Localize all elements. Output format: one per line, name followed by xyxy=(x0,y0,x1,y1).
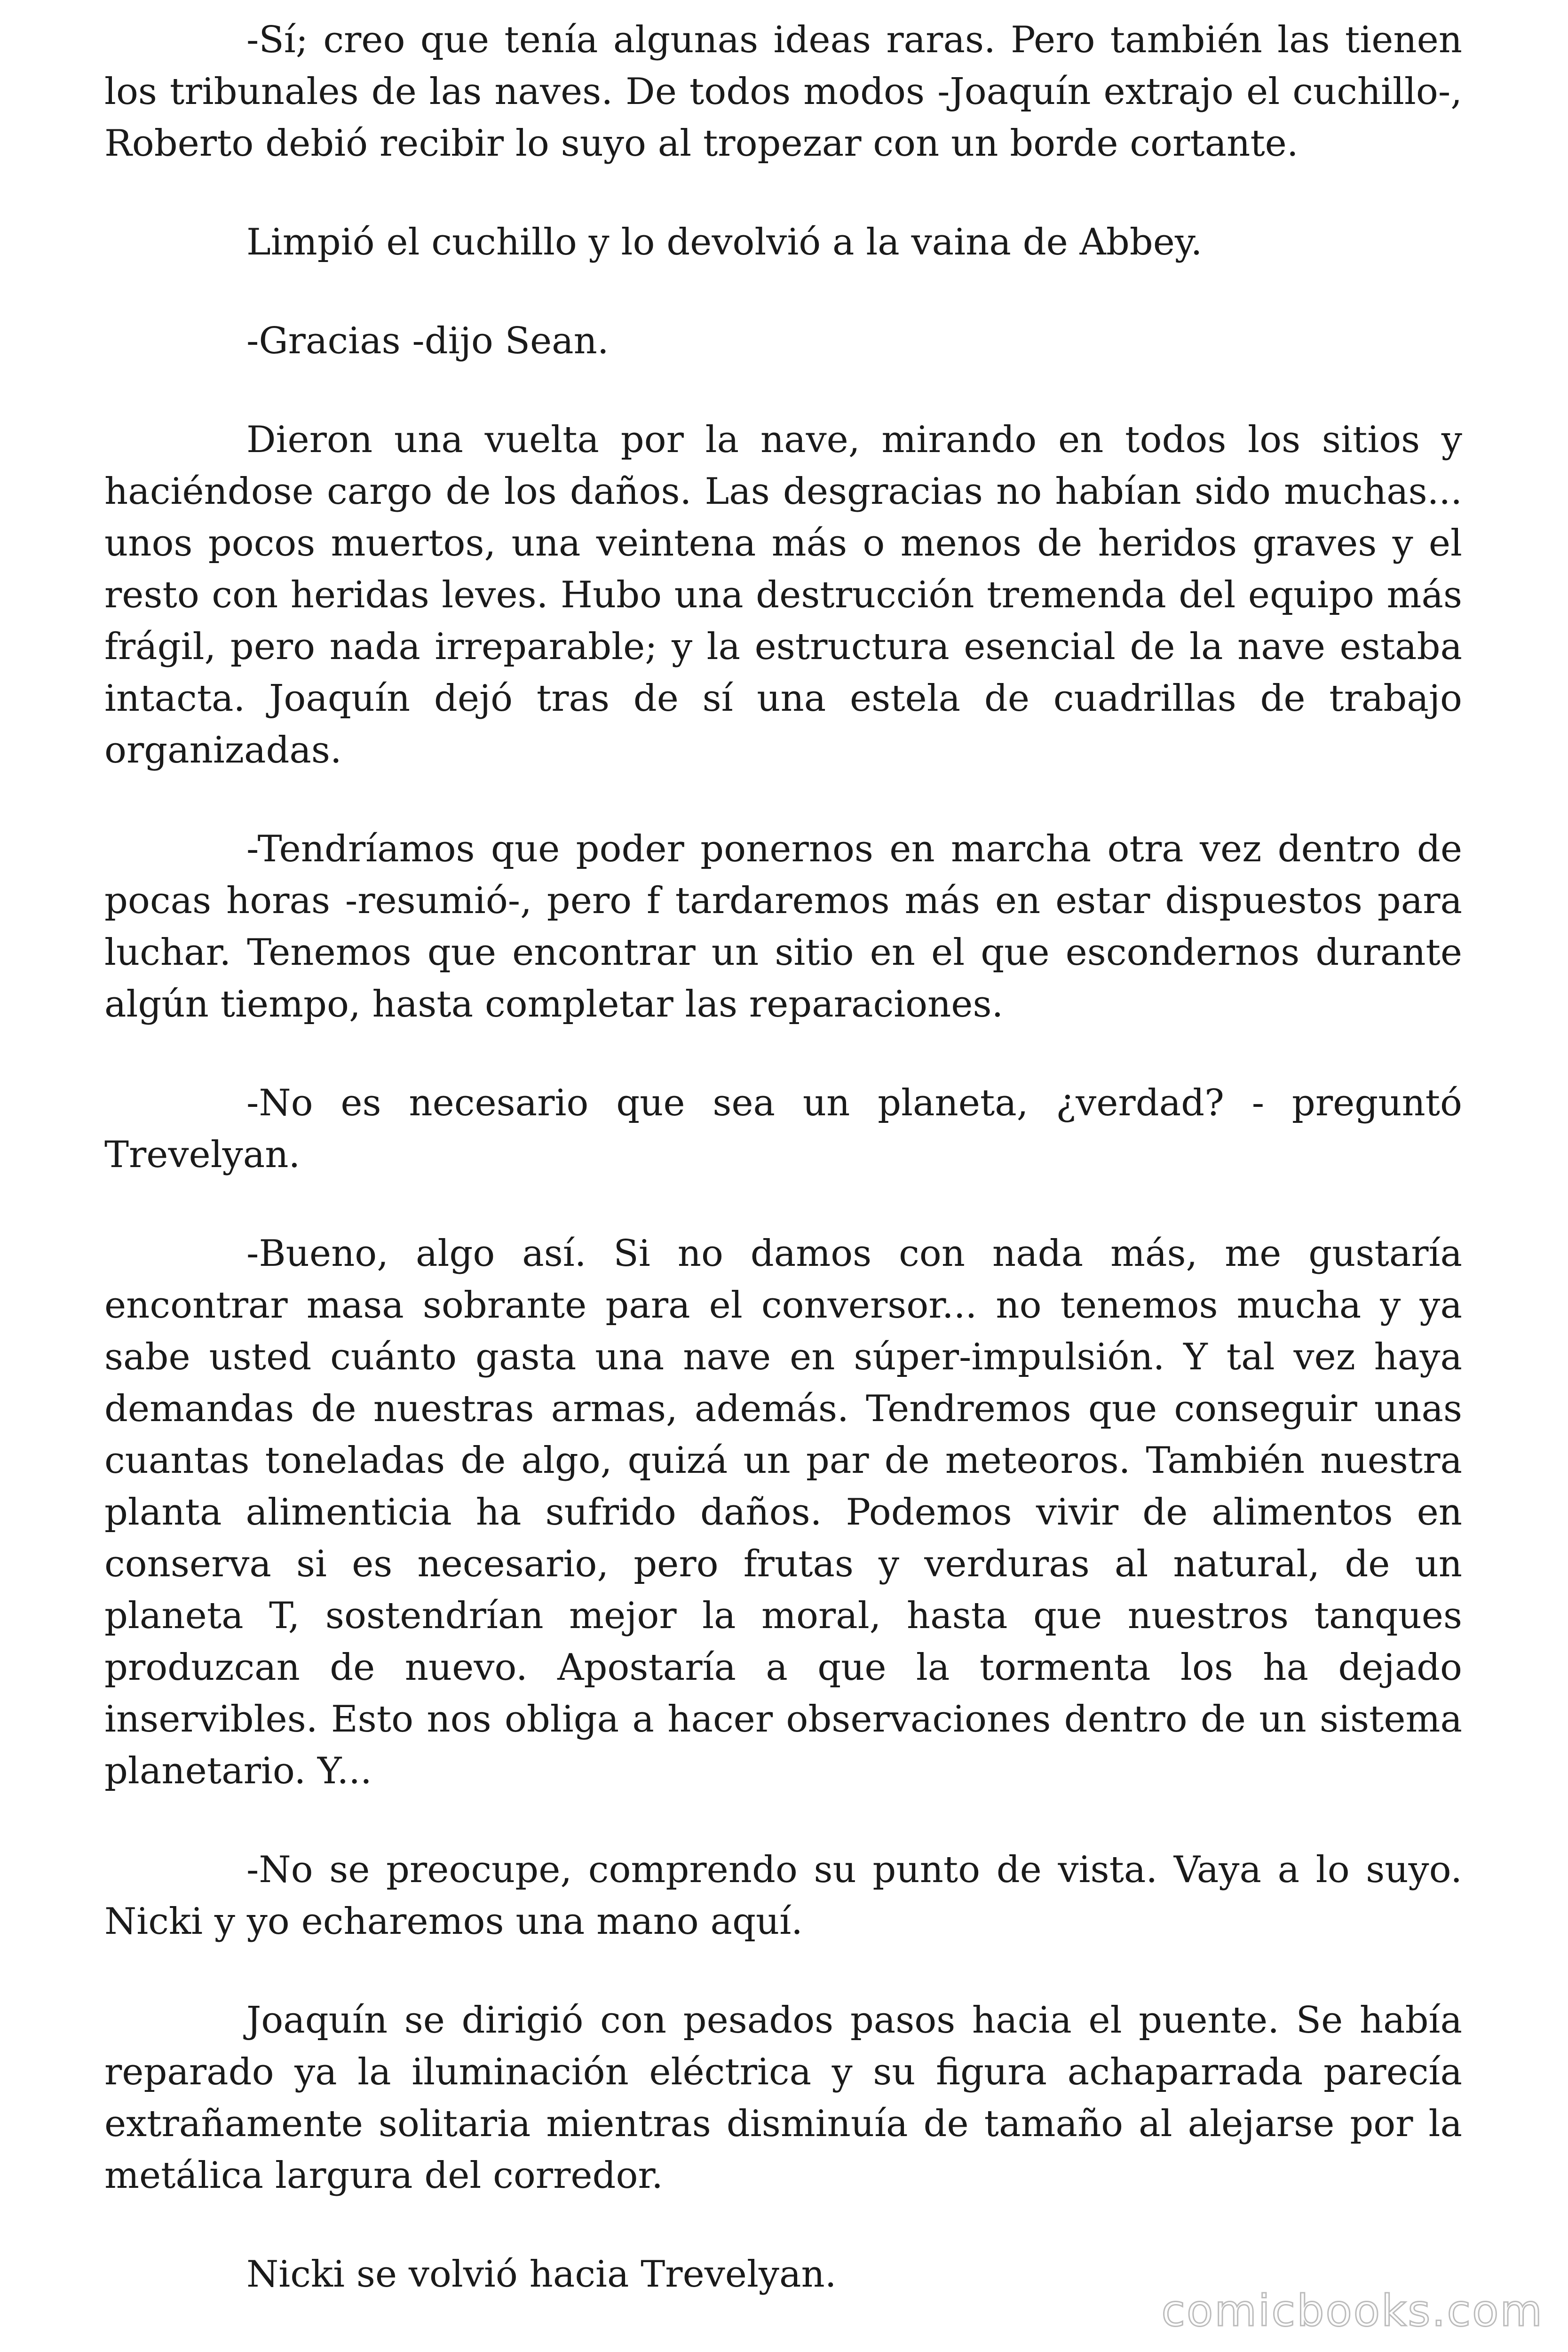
paragraph: -Tendríamos que poder ponernos en marcha otra vez dentro de pocas horas -resumió-, pero f tardaremos más en estar dispuestos para luchar. Tenemos que encontrar un sitio en el que escondernos durante algún tiempo, hasta completar las reparaciones. xyxy=(104,828,1462,1025)
paragraph: -Sí; creo que tenía algunas ideas raras. Pero también las tienen los tribunales de las naves. De todos modos -Joaquín extrajo el cuchillo-, Roberto debió recibir lo suyo al tropezar con un borde cortante. xyxy=(104,19,1462,165)
paragraph: -Bueno, algo así. Si no damos con nada más, me gustaría encontrar masa sobrante para el conversor... no tenemos mucha y ya sabe usted cuánto gasta una nave en súper-impulsión. Y tal vez haya demandas de nuestras armas, además. Tendremos que conseguir unas cuantas toneladas de algo, quizá un par de meteoros. También nuestra planta alimenticia ha sufrido daños. Podemos vivir de alimentos en conserva si es necesario, pero frutas y verduras al natural, de un planeta T, sostendrían mejor la moral, hasta que nuestros tanques produzcan de nuevo. Apostaría a que la tormenta los ha dejado inservibles. Esto nos obliga a hacer observaciones dentro de un sistema planetario. Y... xyxy=(104,1232,1462,1792)
paragraph: -No es necesario que sea un planeta, ¿verdad? - preguntó Trevelyan. xyxy=(104,1082,1462,1176)
paragraph: Nicki se volvió hacia Trevelyan. xyxy=(246,2253,837,2296)
paragraph: Limpió el cuchillo y lo devolvió a la vaina de Abbey. xyxy=(246,221,1203,263)
body-text xyxy=(104,14,1462,2347)
paragraph: Dieron una vuelta por la nave, mirando en todos los sitios y haciéndose cargo de los daños. Las desgracias no habían sido muchas... unos pocos muertos, una veintena más o menos de heridos graves y el resto con heridas leves. Hubo una destrucción tremenda del equipo más frágil, pero nada irreparable; y la estructura esencial de la nave estaba intacta. Joaquín dejó tras de sí una estela de cuadrillas de trabajo organizadas. xyxy=(104,419,1462,771)
paragraph: Joaquín se dirigió con pesados pasos hacia el puente. Se había reparado ya la iluminación eléctrica y su figura achaparrada parecía extrañamente solitaria mientras disminuía de tamaño al alejarse por la metálica largura del corredor. xyxy=(104,1999,1462,2197)
paragraph: -Gracias -dijo Sean. xyxy=(246,320,609,362)
paragraph: -No se preocupe, comprendo su punto de vista. Vaya a lo suyo. Nicki y yo echaremos una mano aquí. xyxy=(104,1849,1462,1943)
watermark: comicbooks.com xyxy=(1161,2286,1544,2336)
